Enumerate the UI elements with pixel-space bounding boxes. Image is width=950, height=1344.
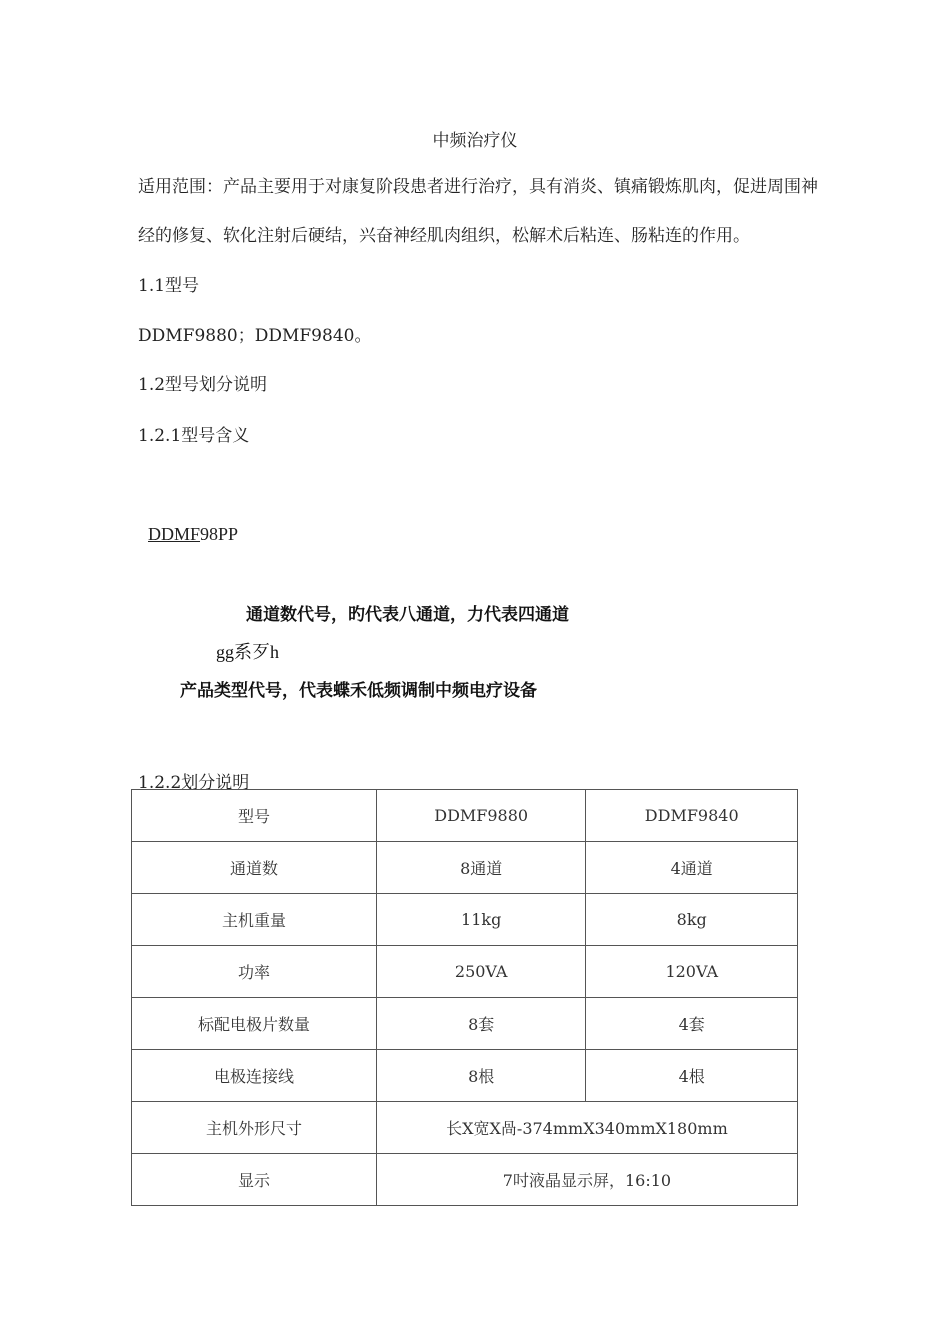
- table-header-row: [132, 790, 798, 842]
- model-code: [148, 524, 238, 545]
- table-row: [132, 1050, 798, 1102]
- table-row: [132, 842, 798, 894]
- table-cell: 4通道: [586, 842, 798, 894]
- table-cell: 电极连接线: [132, 1050, 377, 1102]
- table-cell: 8套: [376, 998, 586, 1050]
- table-cell: DDMF9880: [376, 790, 586, 842]
- model-list: DDMF9880；DDMF9840。: [138, 326, 372, 346]
- table-row: [132, 1154, 798, 1206]
- table-cell: 8通道: [376, 842, 586, 894]
- table-cell: 主机重量: [132, 894, 377, 946]
- section-1-2-1-heading: 1.2.1型号含义: [138, 426, 250, 446]
- table-cell: 功率: [132, 946, 377, 998]
- table-cell: 长X宽X咼-374mmX340mmX180mm: [376, 1102, 797, 1154]
- table-cell: 主机外形尺寸: [132, 1102, 377, 1154]
- scope-line-1: 适用范围：产品主要用于对康复阶段患者进行治疗，具有消炎、镇痛锻炼肌肉，促进周围神: [138, 177, 818, 197]
- product-type-annotation: 产品类型代号，代表蝶禾低频调制中频电疗设备: [180, 681, 537, 701]
- table-cell: 显示: [132, 1154, 377, 1206]
- table-row: [132, 946, 798, 998]
- series-annotation: gg系歹h: [216, 642, 279, 662]
- section-1-2-heading: 1.2型号划分说明: [138, 375, 268, 395]
- section-1-1-heading: 1.1型号: [138, 276, 200, 296]
- table-cell: DDMF9840: [586, 790, 798, 842]
- table-cell: 8kg: [586, 894, 798, 946]
- table-cell: 7吋液晶显示屏，16:10: [376, 1154, 797, 1206]
- table-cell: 标配电极片数量: [132, 998, 377, 1050]
- model-code-suffix: 98PP: [200, 524, 239, 544]
- table-cell: 通道数: [132, 842, 377, 894]
- table-cell: 4套: [586, 998, 798, 1050]
- section-1-2-2-heading: 1.2.2划分说明: [138, 773, 250, 793]
- table-row: [132, 998, 798, 1050]
- scope-line-2: 经的修复、软化注射后硬结，兴奋神经肌肉组织，松解术后粘连、肠粘连的作用。: [138, 226, 750, 246]
- table-cell: 4根: [586, 1050, 798, 1102]
- table-cell: 250VA: [376, 946, 586, 998]
- table-cell: 型号: [132, 790, 377, 842]
- document-title: 中频治疗仪: [432, 131, 518, 151]
- channel-code-annotation: 通道数代号，旳代表八通道，力代表四通道: [246, 605, 569, 625]
- model-code-prefix: DDMF: [148, 524, 201, 544]
- table-cell: 11kg: [376, 894, 586, 946]
- table-row: [132, 894, 798, 946]
- table-row: [132, 1102, 798, 1154]
- spec-table: [131, 789, 798, 1206]
- table-cell: 8根: [376, 1050, 586, 1102]
- table-cell: 120VA: [586, 946, 798, 998]
